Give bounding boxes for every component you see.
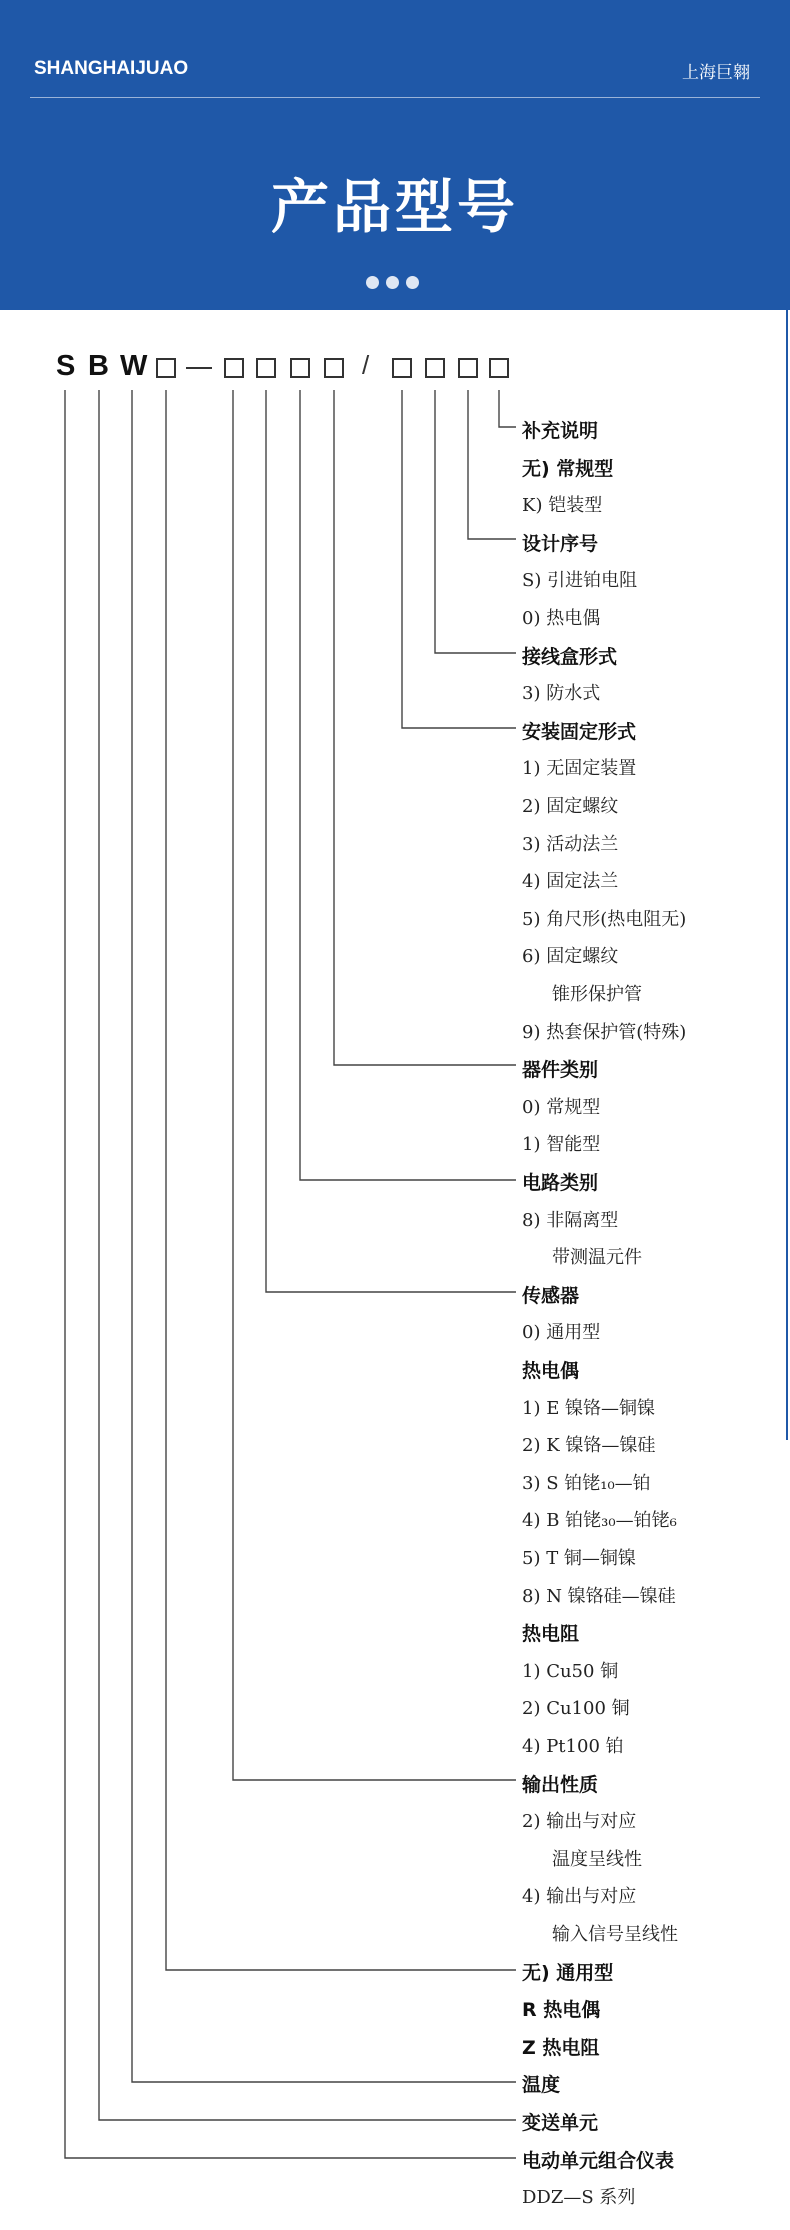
model-slot-box [392,358,412,378]
model-letter-w: W [120,350,148,382]
legend-item: 4) Pt100 铂 [522,1736,624,1757]
legend-item: 输入信号呈线性 [552,1924,678,1945]
legend-item: 4) B 铂铑₃₀—铂铑₆ [522,1510,677,1531]
legend-heading: 变送单元 [522,2112,599,2134]
model-slot-box [425,358,445,378]
model-slot-box [290,358,310,378]
model-slot-box [224,358,244,378]
legend-item: 0) 常规型 [522,1097,601,1118]
legend-item: 3) 防水式 [522,683,601,704]
legend-item: 温度呈线性 [552,1849,642,1870]
connector-sensor [266,390,516,1292]
connector-output [233,390,516,1780]
legend-heading: 传感器 [522,1285,580,1307]
legend-item: 带测温元件 [552,1247,642,1268]
connector-supplement [499,390,516,427]
legend-item: 8) N 镍铬硅—镍硅 [522,1586,676,1607]
brand-name-chinese: 上海巨翱 [682,63,750,83]
legend-heading: Z 热电阻 [522,2037,600,2059]
legend-item: 2) Cu100 铜 [522,1698,630,1719]
legend-heading: R 热电偶 [522,1999,601,2021]
connector-junction-box [435,390,516,653]
model-slash: / [362,350,370,380]
legend-heading: 温度 [522,2074,561,2096]
legend-item: 5) T 铜—铜镍 [522,1548,636,1569]
legend-item: 3) 活动法兰 [522,834,619,855]
legend-item: 5) 角尺形(热电阻无) [522,909,687,930]
legend-item: S) 引进铂电阻 [522,570,638,591]
legend-item: 9) 热套保护管(特殊) [522,1022,687,1043]
legend-item: 0) 通用型 [522,1322,601,1343]
legend-item: 6) 固定螺纹 [522,946,619,967]
legend-item: DDZ—S 系列 [522,2187,636,2208]
legend-item: 4) 输出与对应 [522,1886,637,1907]
legend-heading: 热电偶 [522,1360,580,1382]
model-letter-b: B [88,350,109,382]
legend-heading: 输出性质 [522,1774,599,1796]
model-slot-box [489,358,509,378]
legend-item: 3) S 铂铑₁₀—铂 [522,1473,651,1494]
legend-item: 2) 固定螺纹 [522,796,619,817]
connector-transmitter [99,390,516,2120]
legend-item: 0) 热电偶 [522,608,601,629]
legend-item: 2) K 镍铬—镍硅 [522,1435,656,1456]
brand-name-latin: SHANGHAIJUAO [34,58,189,79]
legend-heading: 安装固定形式 [522,721,637,743]
model-dash [186,367,212,369]
legend-item: 4) 固定法兰 [522,871,619,892]
connector-temperature [132,390,516,2082]
page-title: 产品型号 [270,173,519,241]
connector-design-serial [468,390,516,539]
connector-mounting [402,390,516,728]
legend-item: 1) 智能型 [522,1134,601,1155]
legend-heading: 器件类别 [522,1059,599,1081]
legend-item: 1) E 镍铬—铜镍 [522,1398,656,1419]
model-slot-box [458,358,478,378]
legend-heading: 设计序号 [522,533,599,555]
legend-item: K) 铠装型 [522,495,603,516]
legend-item: 1) Cu50 铜 [522,1661,619,1682]
legend-item: 锥形保护管 [552,984,642,1005]
model-slot-box [256,358,276,378]
legend-heading: 无) 通用型 [522,1962,614,1984]
legend-heading: 补充说明 [522,420,599,442]
legend-heading: 接线盒形式 [522,646,618,668]
legend-heading: 电动单元组合仪表 [522,2150,675,2172]
connector-circuit-class [300,390,516,1180]
model-slot-box [324,358,344,378]
legend-heading: 热电阻 [522,1623,580,1645]
legend-item: 1) 无固定装置 [522,758,637,779]
legend-item: 8) 非隔离型 [522,1210,619,1231]
legend-heading: 无) 常规型 [522,458,614,480]
model-letter-s: S [56,350,76,382]
legend-item: 2) 输出与对应 [522,1811,637,1832]
model-slot-box [156,358,176,378]
legend-heading: 电路类别 [522,1172,599,1194]
